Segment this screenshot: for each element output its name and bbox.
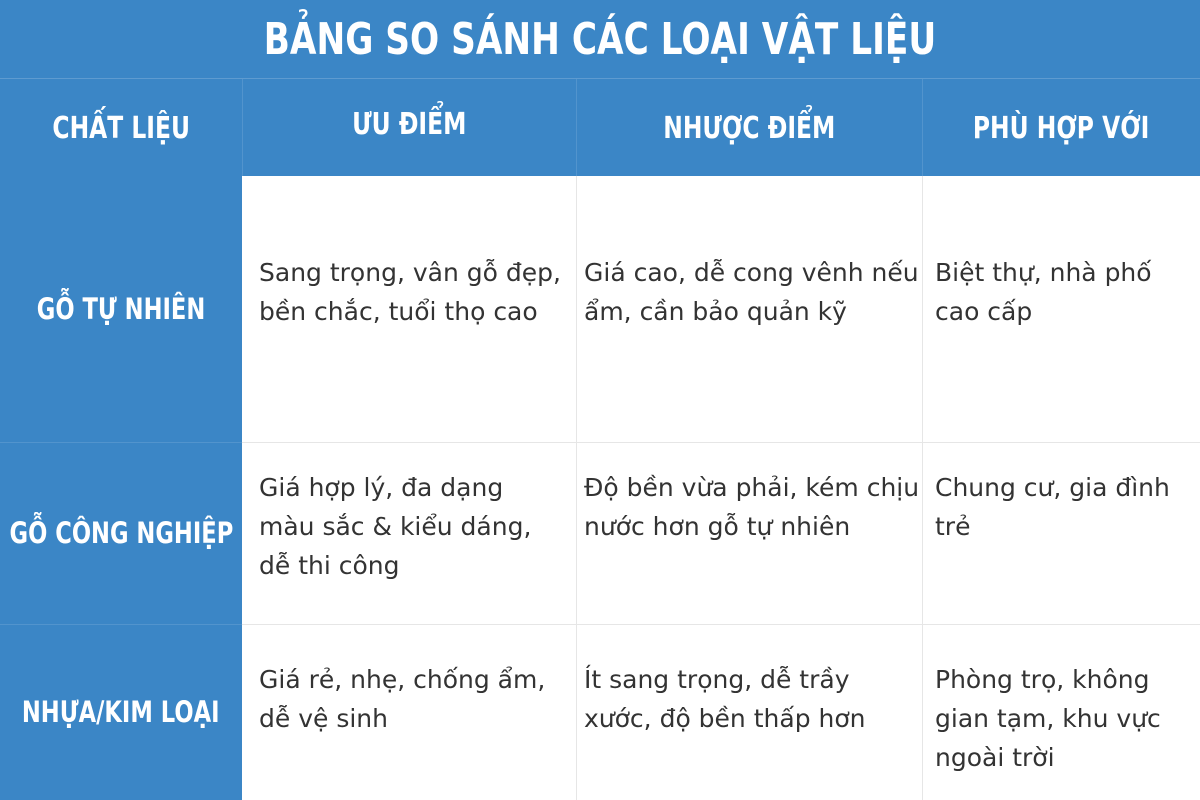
table-header-row: [0, 78, 1200, 177]
page-title: BẢNG SO SÁNH CÁC LOẠI VẬT LIỆU: [263, 13, 937, 65]
cell-advantages: Sang trọng, vân gỗ đẹp, bền chắc, tuổi thọ cao: [259, 258, 561, 326]
header-disadvantages-label: NHƯỢC ĐIỂM: [662, 110, 836, 146]
header-advantages: [242, 79, 576, 169]
row-label-text: NHỰA/KIM LOẠI: [22, 695, 220, 729]
cell-advantages: Giá rẻ, nhẹ, chống ẩm, dễ vệ sinh: [259, 665, 546, 733]
row-label-natural-wood: [0, 176, 242, 442]
row-label-plastic-metal: [0, 624, 242, 800]
column-divider: [922, 176, 923, 800]
row-divider: [242, 442, 1200, 443]
header-material-label: CHẤT LIỆU: [52, 110, 190, 146]
cell-disadvantages: Giá cao, dễ cong vênh nếu ẩm, cần bảo quản kỹ: [584, 258, 919, 326]
header-suitable-for-label: PHÙ HỢP VỚI: [972, 110, 1150, 146]
cell-suitable-for: Biệt thự, nhà phố cao cấp: [935, 258, 1152, 326]
header-suitable-for: [922, 79, 1200, 177]
row-label-text: GỖ TỰ NHIÊN: [36, 292, 206, 326]
row-label-text: GỖ CÔNG NGHIỆP: [9, 516, 233, 550]
row-label-engineered-wood: [0, 442, 242, 624]
header-material: [0, 79, 242, 177]
table-body: [242, 176, 1200, 800]
cell-suitable-for: Phòng trọ, không gian tạm, khu vực ngoài trời: [935, 665, 1161, 772]
header-disadvantages: [576, 79, 922, 177]
cell-disadvantages: Ít sang trọng, dễ trầy xước, độ bền thấp hơn: [584, 665, 866, 733]
cell-suitable-for: Chung cư, gia đình trẻ: [935, 473, 1170, 541]
cell-disadvantages: Độ bền vừa phải, kém chịu nước hơn gỗ tự nhiên: [584, 473, 920, 541]
header-advantages-label: ƯU ĐIỂM: [351, 106, 467, 142]
cell-advantages: Giá hợp lý, đa dạng màu sắc & kiểu dáng, dễ thi công: [259, 473, 532, 580]
row-divider: [242, 624, 1200, 625]
